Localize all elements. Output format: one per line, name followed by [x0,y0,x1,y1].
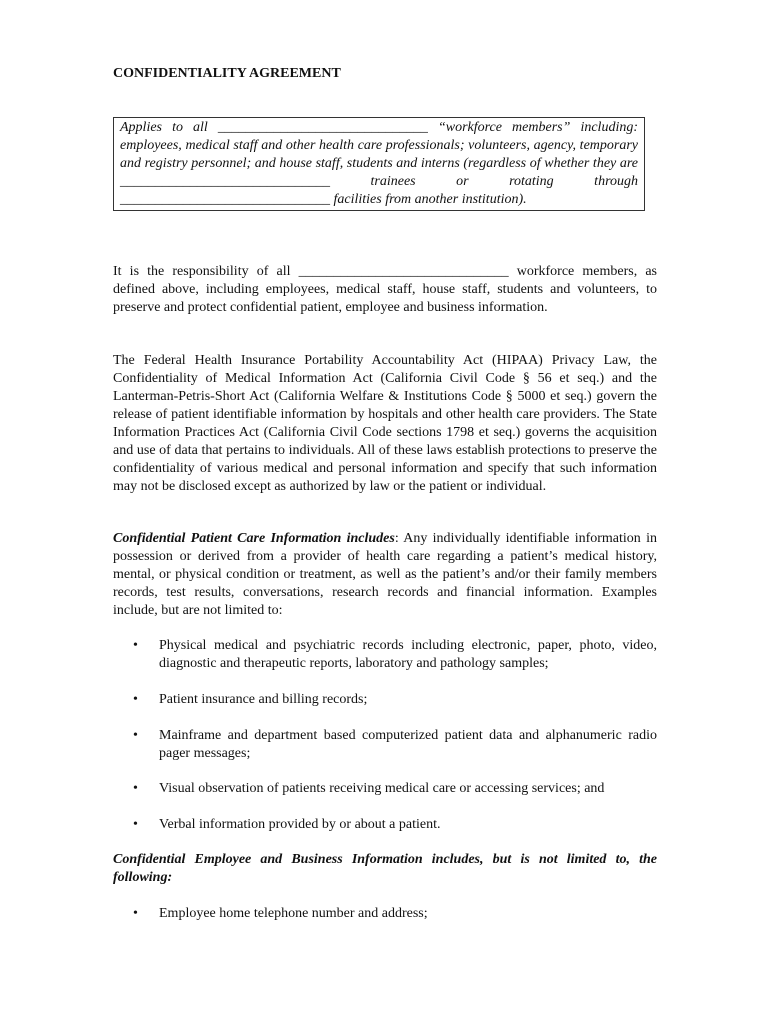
bullet-icon: • [133,817,138,832]
list-item-text: Physical medical and psychiatric records including electronic, paper, photo, video, diagnostic and therapeutic reports, laboratory and pathology samples; [159,638,657,671]
list-item-text: Employee home telephone number and address; [159,906,428,921]
list-item-text: Mainframe and department based computerized patient data and alphanumeric radio pager messages; [159,728,657,761]
list-item-text: Verbal information provided by or about a patient. [159,817,441,832]
document-title: CONFIDENTIALITY AGREEMENT [113,66,341,81]
list-item [113,780,657,798]
list-item [113,905,657,923]
bullet-icon: • [133,692,138,707]
bullet-icon: • [133,781,138,796]
list-item [113,691,657,709]
patient-info-paragraph [113,530,657,620]
bullet-icon: • [133,638,138,653]
bullet-icon: • [133,728,138,743]
employee-info-heading: Confidential Employee and Business Information includes, but is not limited to, the following: [113,852,657,885]
list-item-text: Patient insurance and billing records; [159,692,368,707]
bullet-icon: • [133,906,138,921]
patient-info-heading: Confidential Patient Care Information includes [113,531,395,546]
patient-info-body: : Any individually identifiable information in possession or derived from a provider of health care regarding a patient’s medical history, mental, or physical condition or treatment, as well as the patient’s and/or their family members records, test results, conversations, research records and financial information. Examples include, but are not limited to: [113,531,657,618]
responsibility-paragraph: It is the responsibility of all ______________________________ workforce members, as defined above, including employees, medical staff, house staff, students and volunteers, to preserve and protect confidential patient, employee and business information. [113,264,657,315]
list-item [113,727,657,763]
applies-to-box: Applies to all ______________________________ “workforce members” including: employees, medical staff and other health care professionals; volunteers, agency, temporary and registry personnel; and house staff, students and interns (regardless of whether they are ______________________________ trainees or rotating through ______________________________ facilities from another institution). [113,117,645,211]
list-item-text: Visual observation of patients receiving medical care or accessing services; and [159,781,605,796]
list-item [113,637,657,673]
laws-paragraph: The Federal Health Insurance Portability Accountability Act (HIPAA) Privacy Law, the Confidentiality of Medical Information Act (California Civil Code § 56 et seq.) and the Lanterman-Petris-Short Act (California Welfare & Institutions Code § 5000 et seq.) govern the release of patient identifiable information by hospitals and other health care providers. The State Information Practices Act (California Civil Code sections 1798 et seq.) governs the acquisition and use of data that pertains to individuals. All of these laws establish protections to preserve the confidentiality of various medical and personal information and specify that such information may not be disclosed except as authorized by law or the patient or individual. [113,353,657,494]
list-item [113,816,657,834]
